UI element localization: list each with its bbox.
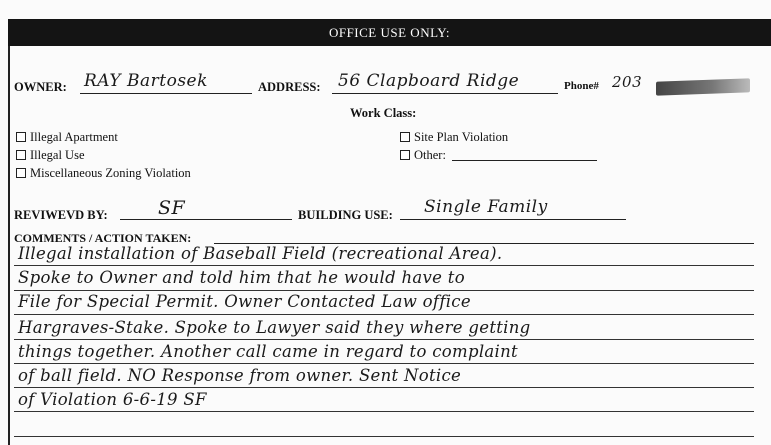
owner-underline <box>80 93 252 94</box>
ruled-line <box>14 265 754 266</box>
phone-redaction <box>656 78 750 95</box>
ruled-line <box>14 339 754 340</box>
building-use-value[interactable]: Single Family <box>424 197 548 217</box>
option-other[interactable]: Other: <box>400 148 446 163</box>
building-use-label: BUILDING USE: <box>298 208 393 222</box>
building-use-underline <box>400 219 626 220</box>
ruled-line <box>14 363 754 364</box>
address-label: ADDRESS: <box>258 80 321 94</box>
ruled-line <box>14 436 754 437</box>
option-illegal-use[interactable]: Illegal Use <box>16 148 85 163</box>
other-underline <box>452 160 597 161</box>
option-misc-zoning[interactable]: Miscellaneous Zoning Violation <box>16 166 191 181</box>
header-title: OFFICE USE ONLY: <box>328 24 451 40</box>
comments-label: COMMENTS / ACTION TAKEN: <box>14 231 192 245</box>
reviewed-by-value[interactable]: SF <box>158 197 186 219</box>
phone-value[interactable]: 203 <box>612 73 643 91</box>
comment-line: of ball field. NO Response from owner. Sent Notice <box>18 366 462 385</box>
checkbox-icon[interactable] <box>16 150 26 160</box>
phone-label: Phone# <box>564 80 599 92</box>
office-use-header <box>8 19 771 46</box>
reviewed-by-label: REVIWEVD BY: <box>14 208 108 222</box>
ruled-line <box>14 387 754 388</box>
owner-label: OWNER: <box>14 80 67 94</box>
option-illegal-apartment[interactable]: Illegal Apartment <box>16 130 118 145</box>
form-left-border <box>8 46 10 445</box>
address-value[interactable]: 56 Clapboard Ridge <box>338 71 520 91</box>
checkbox-icon[interactable] <box>16 132 26 142</box>
comment-line: Hargraves-Stake. Spoke to Lawyer said they where getting <box>18 318 531 337</box>
checkbox-icon[interactable] <box>400 150 410 160</box>
comment-line: File for Special Permit. Owner Contacted Law office <box>18 292 471 311</box>
checkbox-icon[interactable] <box>16 168 26 178</box>
comment-line: things together. Another call came in regard to complaint <box>18 342 518 361</box>
option-site-plan[interactable]: Site Plan Violation <box>400 130 508 145</box>
comment-line: of Violation 6-6-19 SF <box>18 390 207 409</box>
ruled-line <box>14 314 754 315</box>
work-class-label: Work Class: <box>350 106 417 120</box>
reviewed-underline <box>120 219 292 220</box>
owner-name-value[interactable]: RAY Bartosek <box>84 71 208 91</box>
address-underline <box>332 93 558 94</box>
checkbox-icon[interactable] <box>400 132 410 142</box>
ruled-line <box>14 290 754 291</box>
comment-line: Spoke to Owner and told him that he would have to <box>18 268 465 287</box>
ruled-line <box>14 411 754 412</box>
comment-line: Illegal installation of Baseball Field (recreational Area). <box>18 244 503 263</box>
